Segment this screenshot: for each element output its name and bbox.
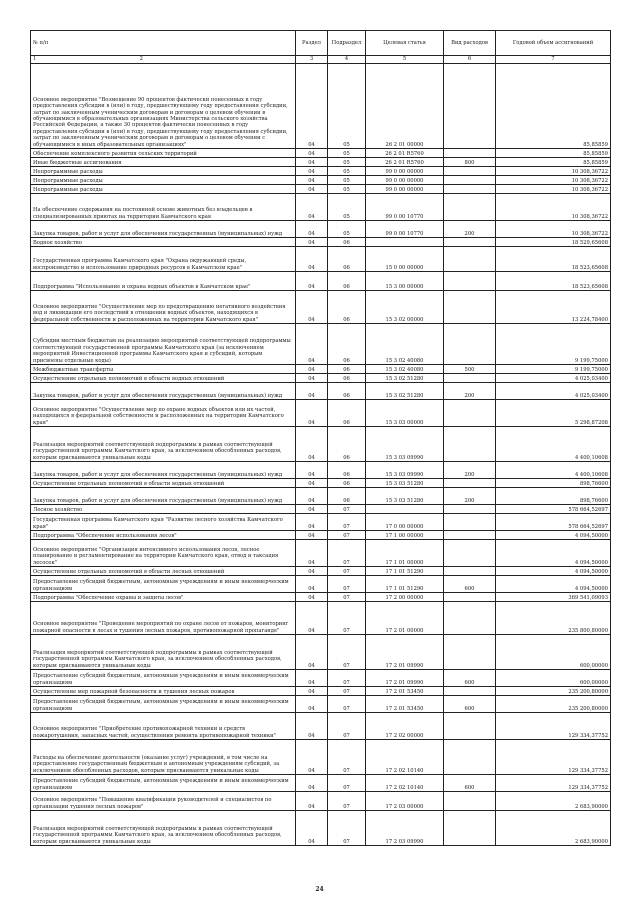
row-podrazdel-cell: 05 xyxy=(328,176,366,185)
row-razdel-cell: 04 xyxy=(296,567,328,576)
row-name-cell: Реализация мероприятий соответствующей подпрограммы в рамках соответствующей государственной программы Камчатского края, за исключением обособленных расходов, которым присваиваются уникальные коды xyxy=(31,427,296,462)
row-podrazdel-cell: 05 xyxy=(328,167,366,176)
row-podrazdel-cell: 06 xyxy=(328,479,366,488)
row-vr-cell xyxy=(444,291,496,324)
row-podrazdel-cell: 06 xyxy=(328,272,366,291)
row-sum-cell: 10 308,36722 xyxy=(496,167,611,176)
row-sum-cell: 85,85859 xyxy=(496,64,611,149)
row-cs-cell: 15 3 02 40080 xyxy=(366,324,444,365)
row-vr-cell xyxy=(444,531,496,540)
row-sum-cell: 4 094,50000 xyxy=(496,540,611,567)
row-sum-cell: 18 523,65608 xyxy=(496,247,611,272)
table-row xyxy=(31,635,611,670)
row-podrazdel-cell: 07 xyxy=(328,593,366,602)
row-podrazdel-cell: 07 xyxy=(328,567,366,576)
row-podrazdel-cell: 07 xyxy=(328,687,366,696)
row-podrazdel-cell: 07 xyxy=(328,775,366,792)
table-row xyxy=(31,488,611,505)
row-vr-cell: 200 xyxy=(444,221,496,238)
table-row xyxy=(31,374,611,383)
table-row xyxy=(31,158,611,167)
row-sum-cell: 4 094,50000 xyxy=(496,576,611,593)
row-razdel-cell: 04 xyxy=(296,272,328,291)
row-name-cell: Закупка товаров, работ и услуг для обеспечения государственных (муниципальных) нужд xyxy=(31,221,296,238)
row-razdel-cell: 04 xyxy=(296,593,328,602)
row-sum-cell: 9 199,75000 xyxy=(496,365,611,374)
row-podrazdel-cell: 06 xyxy=(328,365,366,374)
row-razdel-cell: 04 xyxy=(296,365,328,374)
row-razdel-cell: 04 xyxy=(296,194,328,221)
row-sum-cell: 578 664,52697 xyxy=(496,505,611,514)
row-cs-cell: 17 1 00 00000 xyxy=(366,531,444,540)
row-cs-cell: 26 2 01 R5760 xyxy=(366,158,444,167)
row-cs-cell: 17 2 02 10140 xyxy=(366,740,444,775)
row-vr-cell xyxy=(444,514,496,531)
table-row xyxy=(31,593,611,602)
table-row xyxy=(31,505,611,514)
column-index-cell: 6 xyxy=(444,56,496,64)
column-index-cell: 1 2 xyxy=(31,56,296,64)
row-podrazdel-cell: 07 xyxy=(328,514,366,531)
row-sum-cell: 235 800,80000 xyxy=(496,602,611,635)
row-podrazdel-cell: 05 xyxy=(328,194,366,221)
row-cs-cell: 15 3 03 00000 xyxy=(366,400,444,427)
row-podrazdel-cell: 07 xyxy=(328,602,366,635)
row-name-cell: Основное мероприятие "Повышение квалификации руководителей и специалистов по организации тушения лесных пожаров" xyxy=(31,792,296,811)
row-podrazdel-cell: 07 xyxy=(328,670,366,687)
row-cs-cell: 15 3 03 51280 xyxy=(366,488,444,505)
row-podrazdel-cell: 07 xyxy=(328,811,366,846)
row-cs-cell: 99 0 00 10770 xyxy=(366,194,444,221)
row-cs-cell: 15 3 00 00000 xyxy=(366,272,444,291)
table-row xyxy=(31,176,611,185)
row-podrazdel-cell: 06 xyxy=(328,291,366,324)
row-vr-cell xyxy=(444,792,496,811)
row-razdel-cell: 04 xyxy=(296,775,328,792)
row-razdel-cell: 04 xyxy=(296,540,328,567)
row-cs-cell: 17 1 01 00000 xyxy=(366,540,444,567)
row-name-cell: Основное мероприятие "Возмещение 90 процентов фактически понесенных в году предоставления субсидии в (или) в году, предшествующему году предоставления субсидии, затрат по заключенным ученическим договорам и договорам о целевом обучении в обучающимися в образовательных организациях Министерства сельского хозяйства Российской Федерации, а также 30 процентов фактически понесенных в году предоставления субсидии в (или) в году, предшествующему году предоставления субсидии, затрат по заключенным ученическим договорам и договорам о целевом обучении с обучающимися в иных образовательных организациях" xyxy=(31,64,296,149)
row-razdel-cell: 04 xyxy=(296,324,328,365)
header-sum: Годовой объем ассигнований xyxy=(496,31,611,56)
row-name-cell: Осуществление отдельных полномочий в области лесных отношений xyxy=(31,567,296,576)
row-podrazdel-cell: 06 xyxy=(328,324,366,365)
row-razdel-cell: 04 xyxy=(296,670,328,687)
row-name-cell: Осуществление мер пожарной безопасности и тушения лесных пожаров xyxy=(31,687,296,696)
row-sum-cell: 85,85859 xyxy=(496,158,611,167)
table-row xyxy=(31,687,611,696)
row-razdel-cell: 04 xyxy=(296,374,328,383)
row-name-cell: Реализация мероприятий соответствующей подпрограммы в рамках соответствующей государственной программы Камчатского края, за исключением обособленных расходов, которым присваиваются уникальные коды xyxy=(31,635,296,670)
column-index-cell: 4 xyxy=(328,56,366,64)
row-sum-cell: 129 334,37752 xyxy=(496,713,611,740)
row-cs-cell: 17 2 02 00000 xyxy=(366,713,444,740)
row-vr-cell xyxy=(444,194,496,221)
row-name-cell: Предоставление субсидий бюджетным, автономным учреждениям и иным некоммерческим организациям xyxy=(31,775,296,792)
row-cs-cell: 17 2 01 09990 xyxy=(366,670,444,687)
header-vr: Вид расходов xyxy=(444,31,496,56)
table-row xyxy=(31,64,611,149)
row-sum-cell: 235 200,80000 xyxy=(496,696,611,713)
row-sum-cell: 4 094,50000 xyxy=(496,567,611,576)
row-podrazdel-cell: 07 xyxy=(328,576,366,593)
row-razdel-cell: 04 xyxy=(296,64,328,149)
row-name-cell: Непрограммные расходы xyxy=(31,167,296,176)
row-podrazdel-cell: 06 xyxy=(328,462,366,479)
row-podrazdel-cell: 05 xyxy=(328,221,366,238)
row-sum-cell: 369 541,09093 xyxy=(496,593,611,602)
row-vr-cell: 600 xyxy=(444,670,496,687)
table-row xyxy=(31,462,611,479)
table-row xyxy=(31,427,611,462)
row-podrazdel-cell: 07 xyxy=(328,792,366,811)
row-name-cell: Основное мероприятие "Осуществление мер по предотвращению негативного воздействия вод и ликвидации его последствий в отношении водных объектов, находящихся в федеральной собственности и расположенных на территории Камчатского края" xyxy=(31,291,296,324)
row-vr-cell xyxy=(444,167,496,176)
row-name-cell: Предоставление субсидий бюджетным, автономным учреждениям и иным некоммерческим организациям xyxy=(31,576,296,593)
row-razdel-cell: 04 xyxy=(296,383,328,400)
row-razdel-cell: 04 xyxy=(296,291,328,324)
column-index-cell: 5 xyxy=(366,56,444,64)
row-vr-cell: 200 xyxy=(444,488,496,505)
row-razdel-cell: 04 xyxy=(296,400,328,427)
row-cs-cell: 99 0 00 00000 xyxy=(366,185,444,194)
row-name-cell: Закупка товаров, работ и услуг для обеспечения государственных (муниципальных) нужд xyxy=(31,488,296,505)
row-vr-cell xyxy=(444,687,496,696)
table-row xyxy=(31,291,611,324)
table-row xyxy=(31,740,611,775)
row-podrazdel-cell: 06 xyxy=(328,247,366,272)
row-name-cell: Закупка товаров, работ и услуг для обеспечения государственных (муниципальных) нужд xyxy=(31,462,296,479)
row-razdel-cell: 04 xyxy=(296,792,328,811)
row-razdel-cell: 04 xyxy=(296,602,328,635)
row-cs-cell: 17 2 03 00000 xyxy=(366,792,444,811)
table-row xyxy=(31,775,611,792)
table-row xyxy=(31,365,611,374)
row-sum-cell: 18 523,65608 xyxy=(496,272,611,291)
row-name-cell: Иные бюджетные ассигнования xyxy=(31,158,296,167)
row-vr-cell xyxy=(444,635,496,670)
row-cs-cell: 17 2 02 10140 xyxy=(366,775,444,792)
table-row xyxy=(31,247,611,272)
row-podrazdel-cell: 07 xyxy=(328,505,366,514)
row-vr-cell xyxy=(444,374,496,383)
header-num: № п/п xyxy=(31,31,296,56)
row-vr-cell xyxy=(444,811,496,846)
row-cs-cell: 17 0 00 00000 xyxy=(366,514,444,531)
row-sum-cell: 85,85859 xyxy=(496,149,611,158)
row-razdel-cell: 04 xyxy=(296,247,328,272)
row-cs-cell: 26 2 01 R5760 xyxy=(366,149,444,158)
row-name-cell: Подпрограмма "Обеспечение использования лесов" xyxy=(31,531,296,540)
row-cs-cell: 15 3 02 51280 xyxy=(366,383,444,400)
row-vr-cell xyxy=(444,176,496,185)
table-row xyxy=(31,238,611,247)
row-name-cell: Основное мероприятие "Приобретение противопожарной техники и средств пожаротушения, запасных частей, осуществления ремонта противопожарной техники" xyxy=(31,713,296,740)
row-sum-cell: 9 199,75000 xyxy=(496,324,611,365)
row-razdel-cell: 04 xyxy=(296,811,328,846)
row-razdel-cell: 04 xyxy=(296,514,328,531)
page-number: 24 xyxy=(315,886,324,893)
row-podrazdel-cell: 05 xyxy=(328,149,366,158)
row-vr-cell: 600 xyxy=(444,775,496,792)
row-razdel-cell: 04 xyxy=(296,167,328,176)
header-podrazdel: Подраздел xyxy=(328,31,366,56)
row-razdel-cell: 04 xyxy=(296,687,328,696)
row-cs-cell: 99 0 00 10770 xyxy=(366,221,444,238)
row-sum-cell: 2 683,90000 xyxy=(496,792,611,811)
row-vr-cell xyxy=(444,602,496,635)
table-row xyxy=(31,670,611,687)
table-row xyxy=(31,602,611,635)
row-name-cell: Субсидии местным бюджетам на реализацию мероприятий соответствующей подпрограммы соответствующей государственной программы Камчатского края (за исключением мероприятий Инвестиционной программы Камчатского края и субсидий, которым присвоены отдельные коды) xyxy=(31,324,296,365)
row-cs-cell: 15 3 03 09990 xyxy=(366,427,444,462)
row-vr-cell: 200 xyxy=(444,462,496,479)
row-razdel-cell: 04 xyxy=(296,488,328,505)
row-podrazdel-cell: 06 xyxy=(328,383,366,400)
table-row xyxy=(31,792,611,811)
row-cs-cell: 17 2 01 00000 xyxy=(366,602,444,635)
row-vr-cell xyxy=(444,540,496,567)
row-podrazdel-cell: 07 xyxy=(328,696,366,713)
row-sum-cell: 18 529,65608 xyxy=(496,238,611,247)
row-cs-cell: 17 1 01 51290 xyxy=(366,567,444,576)
row-vr-cell: 600 xyxy=(444,696,496,713)
row-razdel-cell: 04 xyxy=(296,221,328,238)
row-razdel-cell: 04 xyxy=(296,696,328,713)
row-cs-cell xyxy=(366,238,444,247)
row-vr-cell: 500 xyxy=(444,365,496,374)
row-vr-cell xyxy=(444,247,496,272)
row-vr-cell xyxy=(444,149,496,158)
row-sum-cell: 10 308,36722 xyxy=(496,176,611,185)
row-name-cell: Основное мероприятие "Проведение мероприятий по охране лесов от пожаров, мониторинг пожарной опасности в лесах и тушения лесных пожаров, противопожарной пропаганде" xyxy=(31,602,296,635)
table-row xyxy=(31,324,611,365)
row-sum-cell: 4 400,10608 xyxy=(496,462,611,479)
row-razdel-cell: 04 xyxy=(296,238,328,247)
row-podrazdel-cell: 05 xyxy=(328,64,366,149)
row-name-cell: Предоставление субсидий бюджетным, автономным учреждениям и иным некоммерческим организациям xyxy=(31,670,296,687)
row-sum-cell: 235 200,80000 xyxy=(496,687,611,696)
row-razdel-cell: 04 xyxy=(296,505,328,514)
row-cs-cell: 15 3 03 09990 xyxy=(366,462,444,479)
budget-table-sheet xyxy=(30,30,610,846)
row-name-cell: Обеспечение комплексного развития сельских территорий xyxy=(31,149,296,158)
row-podrazdel-cell: 07 xyxy=(328,740,366,775)
row-sum-cell: 13 224,78400 xyxy=(496,291,611,324)
row-razdel-cell: 04 xyxy=(296,149,328,158)
row-podrazdel-cell: 05 xyxy=(328,158,366,167)
header-cs: Целевая статья xyxy=(366,31,444,56)
row-cs-cell: 15 3 03 51280 xyxy=(366,479,444,488)
row-name-cell: Государственная программа Камчатского края "Охрана окружающей среды, воспроизводство и использование природных ресурсов в Камчатском крае" xyxy=(31,247,296,272)
row-razdel-cell: 04 xyxy=(296,576,328,593)
table-row xyxy=(31,383,611,400)
row-name-cell: Осуществление отдельных полномочий в области водных отношений xyxy=(31,479,296,488)
table-row xyxy=(31,479,611,488)
row-name-cell: Реализация мероприятий соответствующей подпрограммы в рамках соответствующей государственной программы Камчатского края, за исключением обособленных расходов, которым присваиваются уникальные коды xyxy=(31,811,296,846)
row-vr-cell xyxy=(444,505,496,514)
column-index-cell: 7 xyxy=(496,56,611,64)
row-vr-cell xyxy=(444,185,496,194)
row-sum-cell: 898,76600 xyxy=(496,488,611,505)
row-sum-cell: 129 334,37752 xyxy=(496,740,611,775)
table-row xyxy=(31,194,611,221)
row-vr-cell xyxy=(444,238,496,247)
table-row xyxy=(31,531,611,540)
row-cs-cell: 17 2 00 00000 xyxy=(366,593,444,602)
row-podrazdel-cell: 07 xyxy=(328,713,366,740)
row-name-cell: Лесное хозяйство xyxy=(31,505,296,514)
row-name-cell: Основное мероприятие "Осуществление мер по охране водных объектов или их частей, находящихся в федеральной собственности и расположенных на территории Камчатского края" xyxy=(31,400,296,427)
table-row xyxy=(31,185,611,194)
column-index-cell: 3 xyxy=(296,56,328,64)
table-row xyxy=(31,221,611,238)
row-cs-cell: 17 2 01 09990 xyxy=(366,635,444,670)
row-podrazdel-cell: 06 xyxy=(328,427,366,462)
row-sum-cell: 4 400,10608 xyxy=(496,427,611,462)
row-name-cell: Расходы на обеспечение деятельности (оказание услуг) учреждений, в том числе на предоставление государственным бюджетным и автономным учреждениям субсидий, за исключением обособленных расходов, которым присваиваются уникальные коды xyxy=(31,740,296,775)
row-name-cell: Предоставление субсидий бюджетным, автономным учреждениям и иным некоммерческим организациям xyxy=(31,696,296,713)
row-vr-cell xyxy=(444,64,496,149)
row-cs-cell: 17 2 01 53450 xyxy=(366,687,444,696)
row-razdel-cell: 04 xyxy=(296,462,328,479)
table-row xyxy=(31,567,611,576)
row-sum-cell: 4 025,03400 xyxy=(496,374,611,383)
budget-table xyxy=(30,30,611,846)
row-razdel-cell: 04 xyxy=(296,479,328,488)
row-sum-cell: 4 094,50000 xyxy=(496,531,611,540)
row-razdel-cell: 04 xyxy=(296,713,328,740)
row-name-cell: Государственная программа Камчатского края "Развитие лесного хозяйства Камчатского края" xyxy=(31,514,296,531)
row-sum-cell: 10 308,36722 xyxy=(496,221,611,238)
column-index-row xyxy=(31,56,611,64)
row-name-cell: Осуществление отдельных полномочий в области водных отношений xyxy=(31,374,296,383)
table-row xyxy=(31,514,611,531)
table-row xyxy=(31,811,611,846)
row-vr-cell: 600 xyxy=(444,576,496,593)
row-vr-cell xyxy=(444,400,496,427)
row-vr-cell xyxy=(444,593,496,602)
row-sum-cell: 898,76600 xyxy=(496,479,611,488)
row-name-cell: Непрограммные расходы xyxy=(31,176,296,185)
row-cs-cell: 17 2 01 53450 xyxy=(366,696,444,713)
row-cs-cell: 99 0 00 00000 xyxy=(366,176,444,185)
row-cs-cell: 26 2 01 00000 xyxy=(366,64,444,149)
table-row xyxy=(31,272,611,291)
header-razdel: Раздел xyxy=(296,31,328,56)
row-podrazdel-cell: 05 xyxy=(328,185,366,194)
row-razdel-cell: 04 xyxy=(296,531,328,540)
row-name-cell: Межбюджетные трансферты xyxy=(31,365,296,374)
row-razdel-cell: 04 xyxy=(296,158,328,167)
row-vr-cell xyxy=(444,272,496,291)
row-vr-cell xyxy=(444,713,496,740)
row-name-cell: Закупка товаров, работ и услуг для обеспечения государственных (муниципальных) нужд xyxy=(31,383,296,400)
row-sum-cell: 10 308,36722 xyxy=(496,194,611,221)
row-sum-cell: 129 334,37752 xyxy=(496,775,611,792)
row-cs-cell: 15 0 00 00000 xyxy=(366,247,444,272)
row-vr-cell xyxy=(444,740,496,775)
row-vr-cell: 200 xyxy=(444,383,496,400)
row-sum-cell: 600,00000 xyxy=(496,670,611,687)
row-cs-cell: 17 1 01 51290 xyxy=(366,576,444,593)
row-podrazdel-cell: 07 xyxy=(328,540,366,567)
row-razdel-cell: 04 xyxy=(296,427,328,462)
row-name-cell: На обеспечение содержания на постоянной основе животных без владельцев в специализированных приютах на территории Камчатского края xyxy=(31,194,296,221)
row-sum-cell: 5 298,87208 xyxy=(496,400,611,427)
row-cs-cell xyxy=(366,505,444,514)
table-header-row xyxy=(31,31,611,56)
row-sum-cell: 10 308,36722 xyxy=(496,185,611,194)
row-razdel-cell: 04 xyxy=(296,635,328,670)
row-name-cell: Основное мероприятие "Организация интенсивного использования лесов, лесное планирование и регламентирование на территории Камчатского края, отвод и таксация лесосек" xyxy=(31,540,296,567)
row-name-cell: Подпрограмма "Обеспечение охраны и защиты лесов" xyxy=(31,593,296,602)
row-vr-cell: 800 xyxy=(444,158,496,167)
row-cs-cell: 15 3 02 00000 xyxy=(366,291,444,324)
table-row xyxy=(31,167,611,176)
row-podrazdel-cell: 07 xyxy=(328,635,366,670)
row-name-cell: Водное хозяйство xyxy=(31,238,296,247)
row-vr-cell xyxy=(444,567,496,576)
row-cs-cell: 15 3 02 51280 xyxy=(366,374,444,383)
table-row xyxy=(31,400,611,427)
row-podrazdel-cell: 06 xyxy=(328,374,366,383)
row-cs-cell: 17 2 03 09990 xyxy=(366,811,444,846)
row-podrazdel-cell: 06 xyxy=(328,488,366,505)
table-row xyxy=(31,696,611,713)
row-sum-cell: 2 683,90000 xyxy=(496,811,611,846)
row-vr-cell xyxy=(444,479,496,488)
table-row xyxy=(31,576,611,593)
row-name-cell: Непрограммные расходы xyxy=(31,185,296,194)
row-cs-cell: 15 3 02 40080 xyxy=(366,365,444,374)
row-sum-cell: 4 025,03400 xyxy=(496,383,611,400)
row-vr-cell xyxy=(444,324,496,365)
table-row xyxy=(31,149,611,158)
row-vr-cell xyxy=(444,427,496,462)
row-podrazdel-cell: 06 xyxy=(328,400,366,427)
row-razdel-cell: 04 xyxy=(296,740,328,775)
table-row xyxy=(31,713,611,740)
row-cs-cell: 99 0 00 00000 xyxy=(366,167,444,176)
table-row xyxy=(31,540,611,567)
row-podrazdel-cell: 07 xyxy=(328,531,366,540)
row-name-cell: Подпрограмма "Использование и охрана водных объектов в Камчатском крае" xyxy=(31,272,296,291)
row-sum-cell: 600,00000 xyxy=(496,635,611,670)
row-podrazdel-cell: 06 xyxy=(328,238,366,247)
row-sum-cell: 578 664,52697 xyxy=(496,514,611,531)
row-razdel-cell: 04 xyxy=(296,185,328,194)
row-razdel-cell: 04 xyxy=(296,176,328,185)
